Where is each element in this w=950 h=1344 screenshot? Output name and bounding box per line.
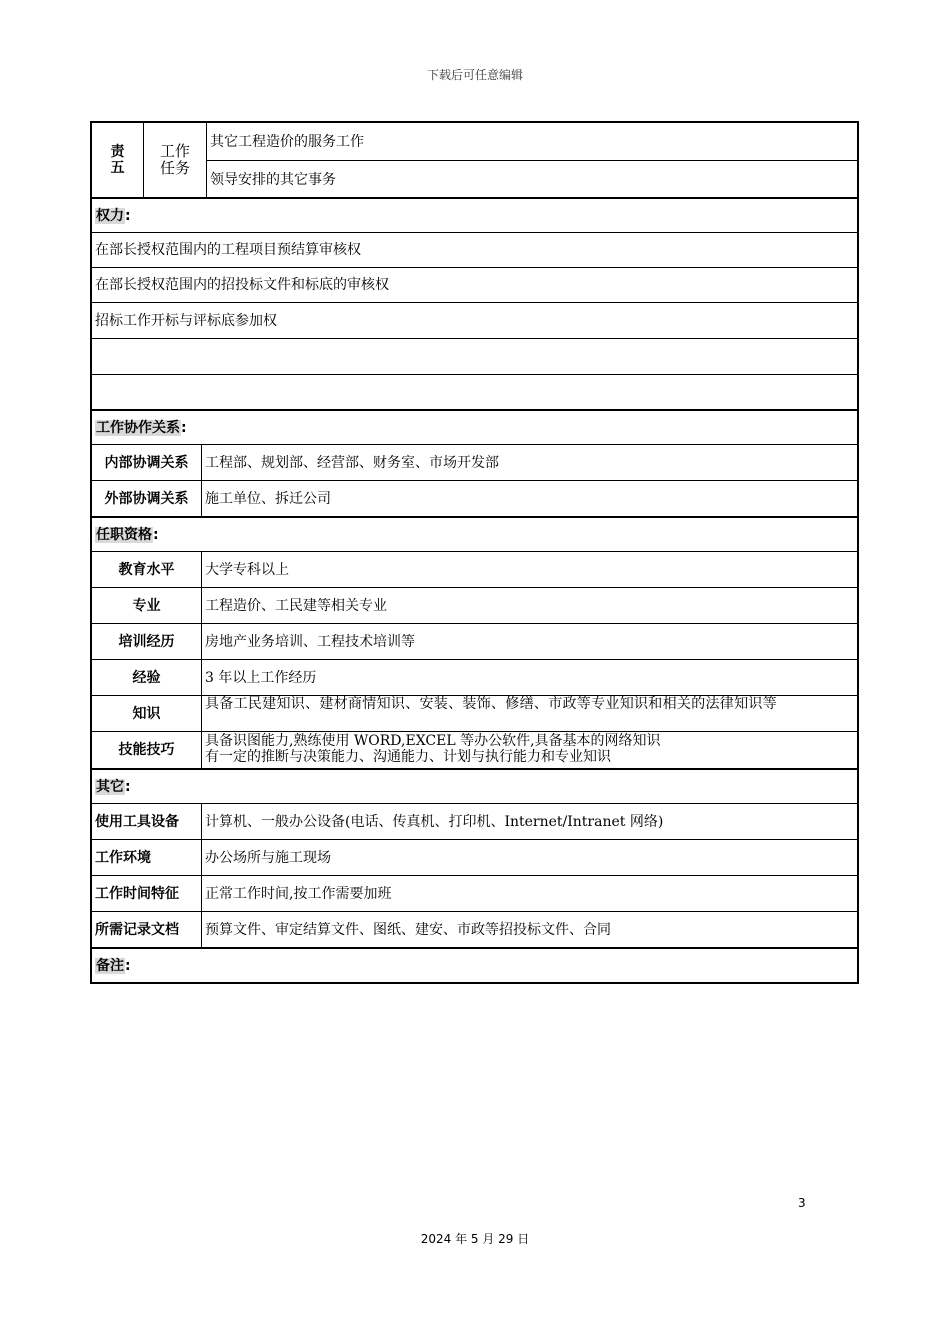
qualification-row bbox=[92, 551, 857, 587]
authority-item: 招标工作开标与评标底参加权 bbox=[92, 302, 857, 338]
qualification-row bbox=[92, 731, 857, 768]
row-value: 预算文件、审定结算文件、图纸、建安、市政等招投标文件、合同 bbox=[201, 912, 857, 947]
remarks-section-header: 备注 : bbox=[92, 947, 857, 982]
row-value: 计算机、一般办公设备(电话、传真机、打印机、Internet/Intranet 网络) bbox=[201, 804, 857, 839]
qualifications-section-header: 任职资格 : bbox=[92, 516, 857, 551]
row-label: 技能技巧 bbox=[118, 742, 175, 758]
other-row bbox=[92, 911, 857, 947]
relation-row bbox=[92, 444, 857, 480]
authority-item bbox=[92, 338, 857, 374]
row-label: 经验 bbox=[132, 669, 161, 686]
other-row bbox=[92, 875, 857, 911]
row-label: 使用工具设备 bbox=[95, 813, 179, 830]
row-value: 具备工民建知识、建材商情知识、安装、装饰、修缮、市政等专业知识和相关的法律知识等 bbox=[201, 696, 857, 731]
row-label: 工作时间特征 bbox=[95, 885, 179, 902]
row-value: 房地产业务培训、工程技术培训等 bbox=[201, 624, 857, 659]
row-label: 外部协调关系 bbox=[104, 490, 189, 507]
qualification-row bbox=[92, 695, 857, 731]
row-value bbox=[201, 732, 857, 768]
qualification-row bbox=[92, 659, 857, 695]
other-row bbox=[92, 839, 857, 875]
authority-section-header: 权力 : bbox=[92, 197, 857, 232]
qualification-row bbox=[92, 587, 857, 623]
value-line: 有一定的推断与决策能力、沟通能力、计划与执行能力和专业知识 bbox=[205, 749, 611, 765]
task-label: 工作 任务 bbox=[144, 123, 207, 197]
row-value: 大学专科以上 bbox=[201, 552, 857, 587]
task-item: 领导安排的其它事务 bbox=[207, 160, 857, 198]
row-value: 办公场所与施工现场 bbox=[201, 840, 857, 875]
duty-label: 责 五 bbox=[92, 123, 144, 197]
authority-item: 在部长授权范围内的工程项目预结算审核权 bbox=[92, 232, 857, 267]
other-section-header: 其它 : bbox=[92, 768, 857, 803]
row-value: 施工单位、拆迁公司 bbox=[201, 481, 857, 516]
row-label: 所需记录文档 bbox=[95, 921, 179, 938]
row-value: 工程造价、工民建等相关专业 bbox=[201, 588, 857, 623]
other-row bbox=[92, 803, 857, 839]
header-note: 下载后可任意编辑 bbox=[426, 68, 523, 82]
row-label: 知识 bbox=[132, 705, 161, 722]
row-value: 3 年以上工作经历 bbox=[201, 660, 857, 695]
row-label: 工作环境 bbox=[95, 849, 151, 866]
duty-block bbox=[92, 123, 857, 197]
section-title: 权力 bbox=[96, 207, 124, 224]
task-list bbox=[207, 123, 857, 197]
page-number: 3 bbox=[798, 1196, 806, 1210]
authority-item: 在部长授权范围内的招投标文件和标底的审核权 bbox=[92, 267, 857, 302]
job-description-table bbox=[90, 121, 859, 984]
footer-date: 2024 年 5 月 29 日 bbox=[420, 1232, 530, 1246]
section-title: 任职资格 bbox=[96, 526, 152, 543]
qualification-row bbox=[92, 623, 857, 659]
authority-item bbox=[92, 374, 857, 409]
relations-section-header: 工作协作关系 : bbox=[92, 409, 857, 444]
row-label: 教育水平 bbox=[118, 561, 175, 578]
relation-row bbox=[92, 480, 857, 516]
section-title: 其它 bbox=[96, 778, 124, 795]
section-title: 备注 bbox=[96, 957, 124, 974]
row-value: 正常工作时间,按工作需要加班 bbox=[201, 876, 857, 911]
row-label: 内部协调关系 bbox=[104, 454, 189, 471]
section-title: 工作协作关系 bbox=[96, 419, 180, 436]
row-value: 工程部、规划部、经营部、财务室、市场开发部 bbox=[201, 445, 857, 480]
row-label: 专业 bbox=[132, 597, 161, 614]
value-line: 具备识图能力,熟练使用 WORD,EXCEL 等办公软件,具备基本的网络知识 bbox=[205, 733, 661, 749]
row-label: 培训经历 bbox=[118, 633, 175, 650]
task-item: 其它工程造价的服务工作 bbox=[210, 134, 364, 151]
